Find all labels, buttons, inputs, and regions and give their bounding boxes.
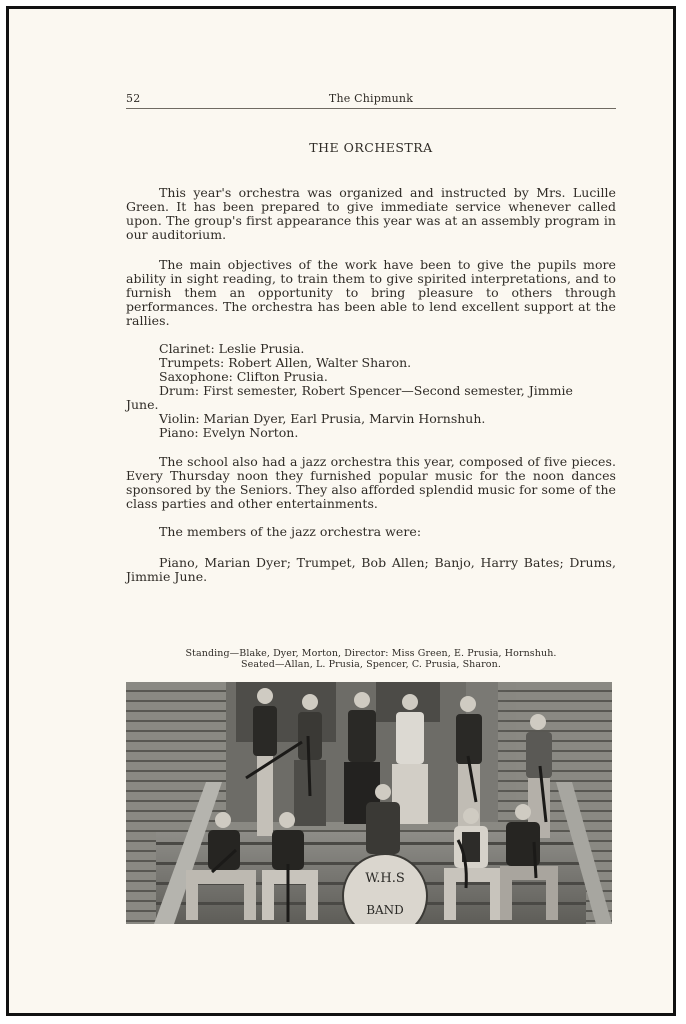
roster-piano: Piano: Evelyn Norton.	[159, 425, 299, 440]
roster-drum-line2: June.	[126, 397, 159, 412]
caption-standing: Standing—Blake, Dyer, Morton, Director: Miss Green, E. Prusia, Hornshuh.	[185, 648, 557, 659]
running-title: The Chipmunk	[328, 92, 414, 105]
roster-clarinet: Clarinet: Leslie Prusia.	[159, 341, 305, 356]
running-header	[126, 92, 616, 109]
drum-label-top: W.H.S	[365, 871, 405, 886]
photo-caption	[126, 648, 616, 670]
section-title: THE ORCHESTRA	[309, 140, 433, 155]
page-number: 52	[126, 92, 141, 105]
paragraph-jazz-members: Piano, Marian Dyer; Trumpet, Bob Allen; Banjo, Harry Bates; Drums, Jimmie June.	[126, 555, 616, 584]
roster-trumpets: Trumpets: Robert Allen, Walter Sharon.	[159, 355, 412, 370]
roster-drum	[126, 384, 616, 412]
paragraph-objectives: The main objectives of the work have been to give the pupils more ability in sight reading, to train them to give spirited interpretations, and to furnish them an opportunity to bring pleasure to others through performances. The orchestra has been able to lend excellent support at the rallies.	[126, 257, 616, 328]
orchestra-photo	[126, 682, 612, 924]
paragraph-intro: This year's orchestra was organized and instructed by Mrs. Lucille Green. It has been prepared to give immediate service whenever called upon. The group's first appearance this year was at an assembly program in our auditorium.	[126, 185, 616, 242]
roster-saxophone: Saxophone: Clifton Prusia.	[159, 369, 328, 384]
paragraph-jazz-members-intro: The members of the jazz orchestra were:	[159, 524, 422, 539]
instrument-roster	[126, 342, 616, 440]
roster-violin: Violin: Marian Dyer, Earl Prusia, Marvin Hornshuh.	[159, 411, 486, 426]
drum-label-bottom: BAND	[366, 903, 404, 917]
orchestra-photo-illustration	[126, 682, 612, 924]
caption-seated: Seated—Allan, L. Prusia, Spencer, C. Prusia, Sharon.	[241, 659, 501, 670]
roster-drum-line1: Drum: First semester, Robert Spencer—Second semester, Jimmie	[159, 383, 573, 398]
paragraph-jazz: The school also had a jazz orchestra this year, composed of five pieces. Every Thursday noon they furnished popular music for the noon dances sponsored by the Seniors. They also afforded splendid music for some of the class parties and other entertainments.	[126, 454, 616, 511]
